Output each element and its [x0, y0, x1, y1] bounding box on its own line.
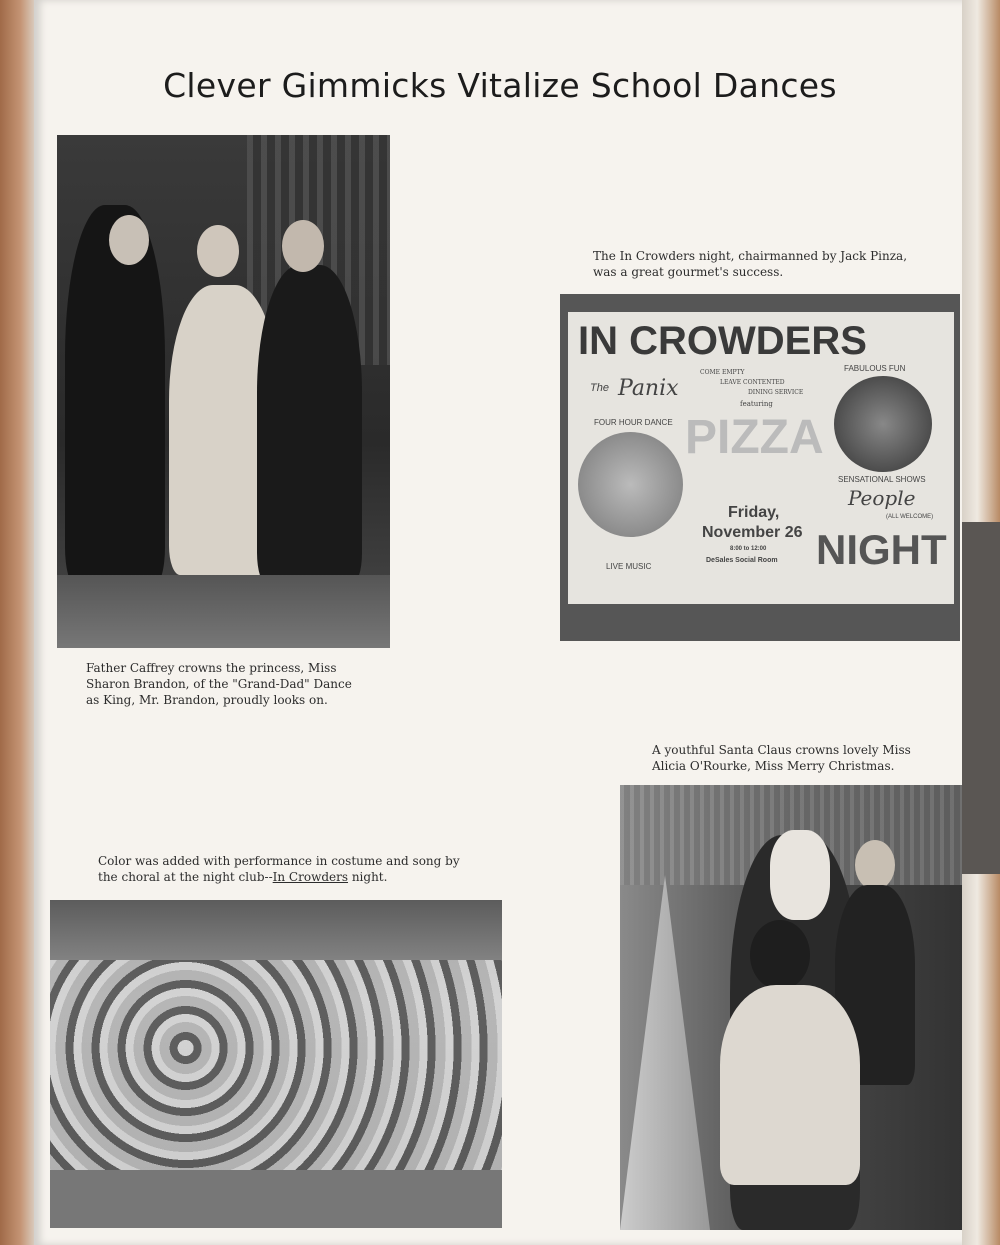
photo-choral-performance	[50, 900, 502, 1228]
next-page-photo-edge	[962, 522, 1000, 874]
caption-line: as King, Mr. Brandon, proudly looks on.	[86, 693, 328, 707]
page-title: Clever Gimmicks Vitalize School Dances	[163, 66, 837, 105]
poster-text: The	[590, 382, 609, 394]
poster-people: People	[848, 486, 916, 510]
caption-line: Color was added with performance in costume and song by	[98, 854, 460, 868]
poster-night: NIGHT	[816, 526, 947, 573]
poster-text: featuring	[740, 400, 773, 408]
poster-pizza: PIZZA	[685, 411, 824, 464]
caption-text: the choral at the night club--	[98, 870, 273, 884]
poster-day: Friday,	[728, 504, 780, 521]
poster	[568, 312, 954, 604]
poster-text: LEAVE CONTENTED	[720, 379, 785, 386]
caption-grand-dad	[86, 660, 352, 708]
caption-line: A youthful Santa Claus crowns lovely Miss	[652, 743, 911, 757]
book-binding	[0, 0, 34, 1245]
caption-line	[98, 869, 460, 885]
caption-line: Sharon Brandon, of the "Grand-Dad" Dance	[86, 677, 352, 691]
poster-headline: IN CROWDERS	[578, 319, 867, 363]
poster-band: Panix	[618, 376, 679, 401]
caption-line: was a great gourmet's success.	[593, 265, 784, 279]
photo-in-crowders-poster	[560, 294, 960, 641]
caption-in-crowders	[593, 248, 907, 280]
dancers-image	[834, 376, 932, 472]
poster-text: LIVE MUSIC	[606, 562, 652, 571]
poster-time: 8:00 to 12:00	[730, 546, 767, 552]
poster-text: FABULOUS FUN	[844, 364, 906, 373]
poster-place: DeSales Social Room	[706, 557, 778, 564]
poster-text: DINING SERVICE	[748, 389, 804, 396]
caption-line: Father Caffrey crowns the princess, Miss	[86, 661, 337, 675]
poster-date: November 26	[702, 524, 803, 541]
photo-grand-dad-dance	[57, 135, 390, 648]
caption-choral	[98, 853, 460, 885]
poster-text: COME EMPTY	[700, 369, 745, 376]
caption-line: The In Crowders night, chairmanned by Jack Pinza,	[593, 249, 908, 263]
band-silhouette-image	[578, 432, 683, 537]
poster-text: (ALL WELCOME)	[886, 514, 934, 520]
poster-text: SENSATIONAL SHOWS	[838, 475, 926, 484]
caption-underlined-text: In Crowders	[272, 870, 349, 884]
caption-line: Alicia O'Rourke, Miss Merry Christmas.	[652, 759, 895, 773]
poster-text: FOUR HOUR DANCE	[594, 418, 673, 427]
caption-santa	[652, 742, 911, 774]
photo-santa-crowning	[620, 785, 962, 1230]
caption-text: night.	[348, 870, 388, 884]
